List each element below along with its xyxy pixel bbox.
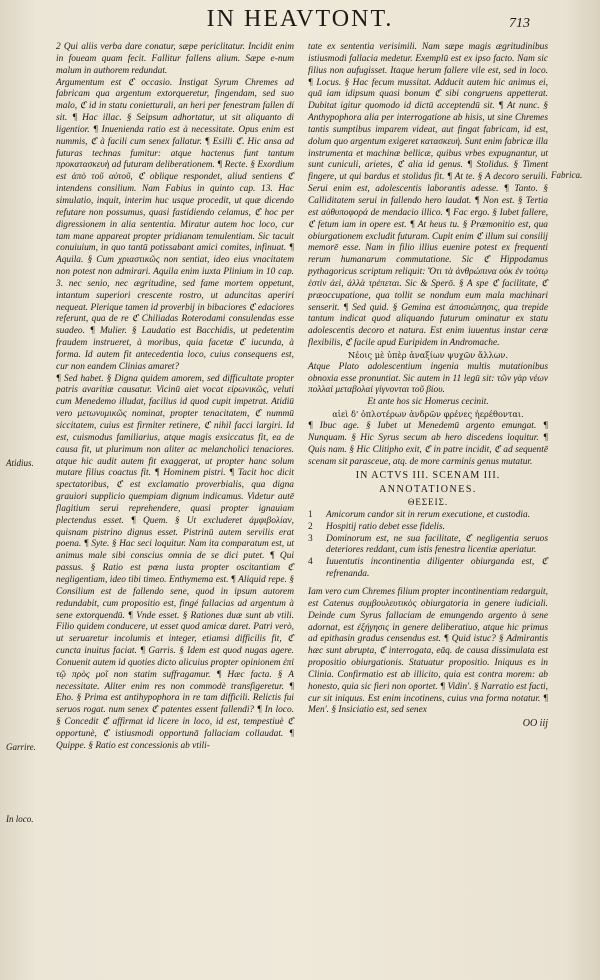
right-paragraph: Iam vero cum Chremes filium propter incontinentiam redarguit, est Catenus συμβουλευτικὸς obiurgatoria in genere iudiciali. Deinde cum Syrus fallaciam de emungendo argento à sene adornat, est ἐξήγησις in genere deliberatiuo, atque hic primus ad epithasin gradus censendus est. ¶ Quid istuc? § Admirantis hæc sunt abrupta, ℭ interrogata, eāq. de causa dissimulata est propositio obiurgationis. Statuatur propositio. Iniquus es in Clinia. Confirmatio est ab illicito, quia est contra morem: ab honesto, quia sic fieri non oportet. ¶ Vidin'. § Narratio est facti, cur sit iniquus. Est enim incotinens, cuius vna forma notatur. ¶ Men'. § Insiciatio est, sed senex bbox=[308, 586, 548, 716]
thesis-text: Dominorum est, ne sua facilitate, ℭ negligentia seruos deteriores reddant, cum istis fenestra licentiæ aperiatur. bbox=[326, 533, 548, 556]
thesis-number: 4 bbox=[308, 557, 313, 568]
greek-quotation: Νέοις μὲ ὑπὲρ ἀναξίων ψυχῶν ἄλλων. bbox=[347, 349, 508, 360]
margin-note-in-loco: In loco. bbox=[6, 814, 34, 824]
right-paragraph: ¶ Ibuc age. § Iubet ut Menedemū argento emungat. ¶ Nunquam. § Hic Syrus secum ab hero discedens loquitur. ¶ Quis nam. § Hic Clitipho exit, ℭ in patre incidit, ℭ ad sequentē scenam sit parasceue, atq. de more carminis genus mutatur. bbox=[308, 421, 548, 467]
thesis-text: Amicorum candor sit in rerum executione, et custodia. bbox=[326, 509, 531, 520]
left-paragraph: ¶ Sed habet. § Digna quidem amorem, sed difficultate propter patris avaritiæ causatur. Vicinū aiet vocat εἰρωνικῶς, veluti cum Menedemo illudat, facilius id quod cupit impetrat. Atidiū vero μετωνυμικῶς nominat, propter tenacitatem, ℭ nummū siccitatem, cuius est firmiter retinere, ℭ nihil facci largiri. Id est, cuismodus familiarius, atque magis exsiccatus fit, ea de causa fit, ut plurimum non aliter ac melancholici tenaciores. atque hic audit autem fit exaggerat, ut propter hanc solum mutare filius coactus fit. ¶ Hominem pistri. ¶ Tacit hoc dicit spectatoribus, ℭ est exclamatio proverbialis, qua digna grauiori supplicio quempiam dignum indicamus. Videtur autē flagitium serui reprehendere, quasi propter ignauiam plectendus esset. ¶ Quem. § Ut excluderet ἀμφιβολίαν, quisnam pistrino dignus esset. Pistrinū autem servilis erat poena. ¶ Syte. § Hac seci loquitur. Nam ita comparatum est, ut animus male sibi conscius omnia de se dici putet. ¶ Qui passus. § Ratio est pœna iusta propter oscitantiam ℭ negligentiam, ideo tibi timeo. Enthymema est. ¶ Aliquid repe. § Consilium est de fallendo sene, quod in ipsum autorem redundabit, cum propositio est, fingé fallacias ad argentum à sene extorquendū. ¶ Vnde esset. § Rationes duæ sunt ab vtili. Filio quidem conducere, ut esset quod amicæ daret. Patri verò, ut seruaretur incolumis et integer, etiamsi difficilis fit, ℭ cuncta inuitus faciat. ¶ Garris. § Idem est quod nugas agere. Conuenit autem id quoties dicto alicuius propter opinionem ἐπὶ τῷ πρὸς μοῖ non statim suffragamur. ¶ Hæc facta. § A necessitate. Aliter enim res non commodè transfigeretur. ¶ Eho. § Prima est antihypophora in re tam difficili. Relictis fui seruos rogat. num senex ℭ patentes essent fallendi? ¶ In loco. § Concedit ℭ affirmat id licere in loco, id est, tempestiuè ℭ opportunè, ℭ istiusmodi opportunā fallaciam collaudat. ¶ Quippe. § Ratio est concessionis ab vtili- bbox=[56, 373, 294, 751]
right-paragraph: Et ante hos sic Homerus cecinit. bbox=[367, 397, 489, 408]
greek-quotation: αἰεὶ δ' ὁπλοτέρων ἀνδρῶν φρένες ἠερέθονται. bbox=[332, 409, 524, 420]
margin-note-atidius: Atidius. bbox=[6, 458, 34, 468]
thesis-number: 3 bbox=[308, 533, 313, 544]
left-paragraph: 2 Qui aliis verba dare conatur, sæpe periclitatur. Incidit enim in foueam quam fecit. Fallitur fallens alium. Sæpe e-num malum in authorem redundat. bbox=[56, 42, 294, 76]
thesis-number: 2 bbox=[308, 521, 313, 532]
annotations-title: ANNOTATIONES. bbox=[379, 484, 477, 496]
thesis-item bbox=[308, 510, 548, 522]
running-title: IN HEAVTONT. bbox=[206, 6, 394, 32]
right-column bbox=[308, 42, 548, 730]
thesis-item bbox=[308, 522, 548, 534]
folio-number: 713 bbox=[509, 16, 530, 31]
right-paragraph: tate ex sententia verisimili. Nam sæpe magis ægritudinibus istiusmodi fallacia medetur. Exemplū est ex ipso facto. Nam sic filius non aufugisset. Itaque herum fallere vile est, sed in loco. ¶ Locus. § Hac fecum mussitat. Adducit autem hic animus ei, quā iam idipsum quasi bonum ℭ sibi congruens appetterat. Dubitat igitur quomodo id dictū acceptendū sit. ¶ At nunc. § Anthypophora alia per interrogatione ab hisis, ut sine Chremes tantis sumptibus imparem videat, aut fingat fabricam, id est, dolum quo argentum exigeret κατασκευὴ. Sunt enim fabricæ illa instrumenta et machinæ bellicæ, quibus vrbes expugnantur, ut sunt cuniculi, arietes, ℭ alia id genus. ¶ Stolidus. § Timent fingere, ut qui bardus et stolidus fit. ¶ At te. § A decoro seruili. Serui enim est, adolescentis laborantis adesse. ¶ Tanto. § Calliditatem serui in fallendo hero laudat. ¶ Non est. § Tertia est αὐθυποφορά de mendacio illico. ¶ Fac ergo. § Iubet fallere, ℭ fetum iam in opere est. ¶ At heus tu. § Præmonitio est, qua obiurgationem excludit futuram. Cupit enim ℭ illum sui consilij memorē esse. Nam in filio illius euenire potest ex frequenti rerum humanarum commutatione. Sic ℭ Hippodamus pythagoricus scriptum reliquit: Ὅτι τὰ ἀνθρώπινα οὐκ ἐν τούτῳ ἐστὶν ἀεὶ, ἀλλὰ τρέπεται. Sic & Sperō. § A spe ℭ facilitate, ℭ præoccupatione, qua tollit se nondum eum mala machinari senserit. ¶ Sed quid. § Gemina est ἀποσιώπησις, qua trepide tantum indicat quod aliquando futurum ominatur ex statu adolescentis decoro et natura. Est enim iuuentus instar ceræ flexibilis, ℭ facile apud Euripidem in Andromache. bbox=[308, 42, 548, 349]
margin-note-garrire: Garrire. bbox=[6, 742, 36, 752]
page-header bbox=[0, 6, 600, 40]
thesis-item bbox=[308, 557, 548, 581]
thesis-text: Hospitij ratio debet esse fidelis. bbox=[326, 521, 446, 532]
thesis-item bbox=[308, 534, 548, 558]
left-column bbox=[56, 42, 294, 753]
thesis-number: 1 bbox=[308, 509, 313, 520]
theseis-title: ΘΕΣΕΙΣ. bbox=[407, 497, 449, 508]
catchword: OO iij bbox=[522, 718, 548, 730]
thesis-list bbox=[308, 510, 548, 581]
right-paragraph: Atque Plato adolescentium ingenia multis mutationibus obnoxia esse pronuntiat. Sic autem in 11 legū sit: τῶν γὰρ νέων πολλαὶ μεταβολαὶ γίγνονται τοῦ βίου. bbox=[308, 361, 548, 396]
left-paragraph: Argumentum est ℭ occasio. Instigat Syrum Chremes ad fabricam qua argentum extorqueretur, fingendam, sed suo malo, ℭ id in statu conietturali, an heri per fenestram fallen di sit. ¶ Hac illac. § Seipsum adhortatur, ut sit aliquanto di ligentior. ¶ Inuenienda ratio est à necessitate. Opus enim est nummis, ℭ à facili cum senex fallatur. ¶ Esilli ℭ. Hic ansa ad futuras technas fumitur: atque hactenus funt tantum προκατασκευὴ ad futuram deliberationem. ¶ Recte. § Exordium est ἀπὸ τοῦ αὐτοῦ, ℭ oblique respondet, aliud sentiens ℭ intendens consilium. Nam Fabius in quinto cap. 13. Hac simulatio, inquit, interim huc usque procedit, ut quæ dicendo refutare non possumus, quasi fastidiendo celamus, ℭ hoc per digressionem in alia sententia. Miratur autem hoc loco, cur tam mane appareat propter pridianam temulentiam. Sic tacuit conuiuium, in quo tantū potissabant amici comites, infinuat. ¶ Aquila. § Cum χριαστικῶς non sentiat, ideo eius vnacitatem non potest non admirari. Aquila enim iuxta Plinium in 10 cap. 3. nec senio, nec ægritudine, sed fame mortem oppetunt, intantum superiori crescente rostro, ut aduncitas aperiri nequeat. Plerique tamen id proverbij in bibaciores ℭ edaciores referunt, qua de re ℭ Chiliadas Roterodami consulendas esse suadeo. ¶ Mulier. § Laudatio est Bacchidis, ut pedetentim fraudem instrueret, à moribus, quia facetæ ℭ iucunda, à forma. Id autem fit antecedentia loco, cuius consequens est, cur non eandem Clinias amaret? bbox=[56, 77, 294, 372]
margin-note-fabrica: Fabrica. bbox=[551, 170, 583, 180]
thesis-text: Iuuentutis incontinentia diligenter obiurganda est, ℭ refrenanda. bbox=[326, 557, 548, 580]
section-title: IN ACTVS III. SCENAM III. bbox=[355, 470, 501, 482]
